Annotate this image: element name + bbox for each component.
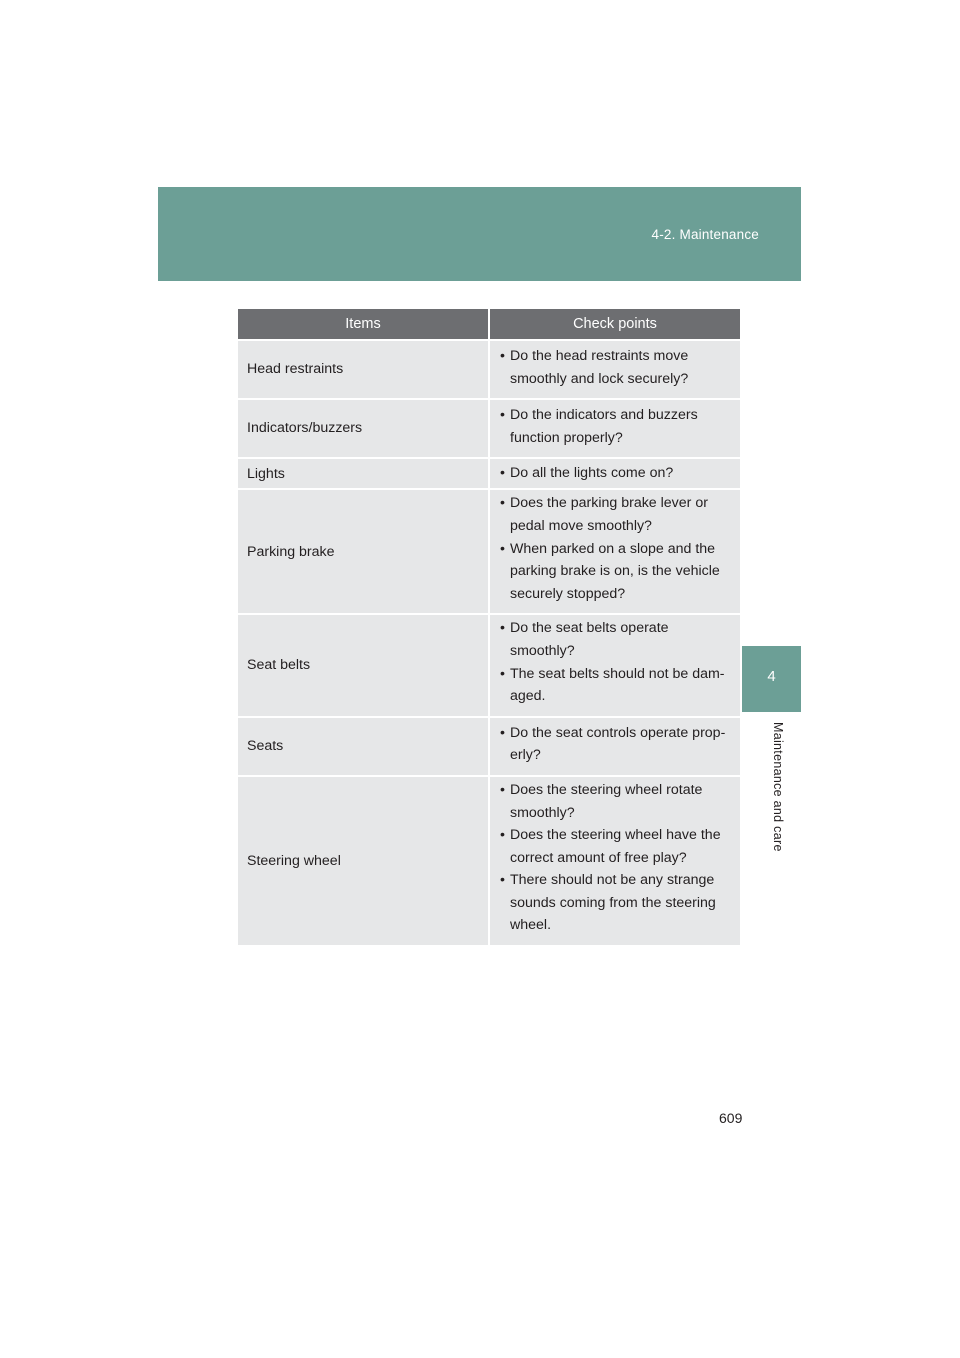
check-point: • When parked on a slope and the parking brake is on, is the vehicle securely stopped? bbox=[500, 538, 732, 606]
table-row bbox=[238, 776, 740, 945]
column-header-check-points: Check points bbox=[489, 309, 740, 340]
item-cell: Lights bbox=[238, 458, 489, 489]
check-point: • Does the steering wheel rotate smoothly? bbox=[500, 779, 732, 824]
header-band bbox=[158, 187, 801, 281]
item-cell: Steering wheel bbox=[238, 776, 489, 945]
item-cell: Seat belts bbox=[238, 614, 489, 716]
column-header-items: Items bbox=[238, 309, 489, 340]
check-point: • The seat belts should not be dam-aged. bbox=[500, 663, 732, 708]
check-point: • Do the head restraints move smoothly and lock securely? bbox=[500, 345, 732, 390]
chapter-tab bbox=[742, 646, 801, 712]
section-title: 4-2. Maintenance bbox=[651, 227, 759, 242]
points-cell bbox=[489, 489, 740, 614]
item-cell: Parking brake bbox=[238, 489, 489, 614]
check-table bbox=[238, 309, 740, 945]
points-cell bbox=[489, 399, 740, 458]
table-row bbox=[238, 717, 740, 776]
chapter-label: Maintenance and care bbox=[771, 722, 785, 852]
check-point: • Do all the lights come on? bbox=[500, 462, 732, 485]
page-number: 609 bbox=[719, 1110, 743, 1126]
item-cell: Seats bbox=[238, 717, 489, 776]
points-cell bbox=[489, 776, 740, 945]
points-cell bbox=[489, 340, 740, 399]
points-cell bbox=[489, 458, 740, 489]
check-point: • Does the parking brake lever or pedal move smoothly? bbox=[500, 492, 732, 537]
check-point: • There should not be any strange sounds coming from the steering wheel. bbox=[500, 869, 732, 937]
table-header-row bbox=[238, 309, 740, 340]
table-row bbox=[238, 614, 740, 716]
check-point: • Do the indicators and buzzers function properly? bbox=[500, 404, 732, 449]
item-cell: Head restraints bbox=[238, 340, 489, 399]
table-row bbox=[238, 458, 740, 489]
check-point: • Do the seat belts operate smoothly? bbox=[500, 617, 732, 662]
check-point: • Does the steering wheel have the correct amount of free play? bbox=[500, 824, 732, 869]
check-point: • Do the seat controls operate prop-erly? bbox=[500, 722, 732, 767]
chapter-number: 4 bbox=[767, 668, 776, 685]
table-row bbox=[238, 340, 740, 399]
points-cell bbox=[489, 717, 740, 776]
table-row bbox=[238, 489, 740, 614]
item-cell: Indicators/buzzers bbox=[238, 399, 489, 458]
table-row bbox=[238, 399, 740, 458]
points-cell bbox=[489, 614, 740, 716]
